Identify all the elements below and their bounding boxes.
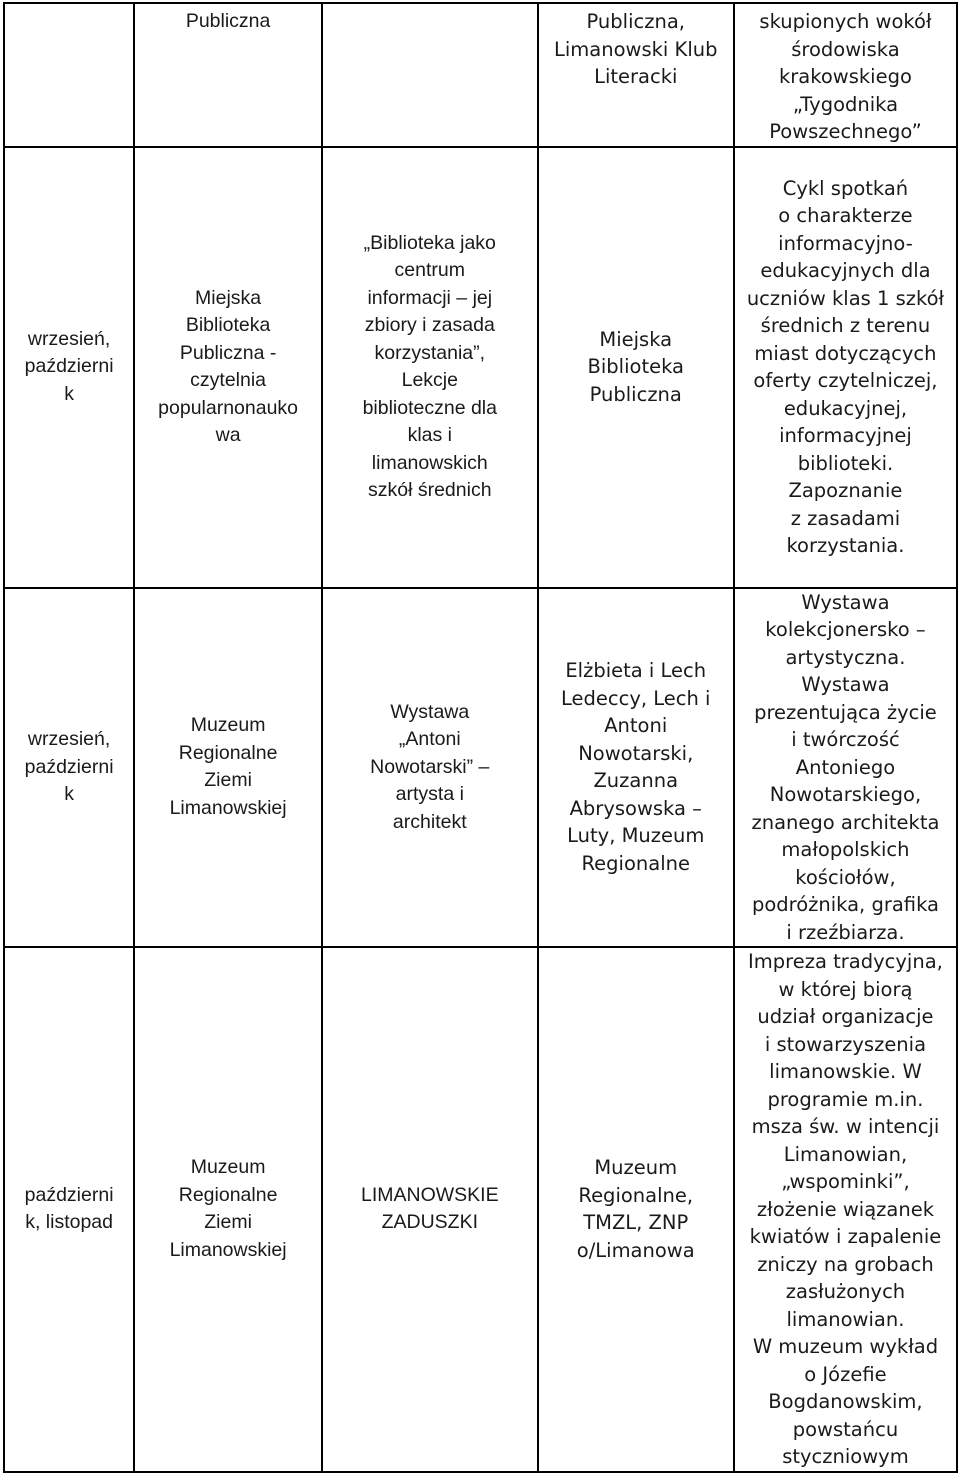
date-cell <box>4 588 134 948</box>
partners-cell <box>538 947 734 1472</box>
partners-text: Miejska Biblioteka Publiczna <box>587 327 684 406</box>
events-table <box>3 2 958 1473</box>
description-text: skupionych wokół środowiska krakowskiego „Tygodnika Powszechnego” <box>759 10 932 143</box>
date-cell <box>4 947 134 1472</box>
table-row <box>4 947 957 1472</box>
partners-cell <box>538 3 734 147</box>
event-cell <box>322 947 538 1472</box>
date-text: wrzesień, październi k <box>24 728 114 805</box>
table-row <box>4 3 957 147</box>
organizer-text: Publiczna <box>185 10 271 32</box>
table-row <box>4 147 957 588</box>
date-cell <box>4 3 134 147</box>
description-text: Impreza tradycyjna, w której biorą udział organizacje i stowarzyszenia limanowskie. W programie m.in. msza św. w intencji Limanowian, „wspominki”, złożenie wiązanek kwiatów i zapalenie zniczy na grobach zasłużonych limanowian. W muzeum wykład o Józefie Bogdanowskim, powstańcu styczniowym <box>748 950 943 1468</box>
event-cell <box>322 147 538 588</box>
description-cell <box>734 3 957 147</box>
date-cell <box>4 147 134 588</box>
event-text: LIMANOWSKIE ZADUSZKI <box>360 1183 499 1234</box>
partners-cell <box>538 588 734 948</box>
partners-text: Publiczna, Limanowski Klub Literacki <box>554 10 718 88</box>
description-cell <box>734 588 957 948</box>
organizer-text: Muzeum Regionalne Ziemi Limanowskiej <box>169 714 287 819</box>
description-text: Cykl spotkań o charakterze informacyjno- edukacyjnych dla uczniów klas 1 szkół średnich z terenu miast dotyczących oferty czytelniczej, edukacyjnej, informacyjnej biblioteki. Zapoznanie z zasadami korzystania. <box>746 176 945 557</box>
event-cell <box>322 588 538 948</box>
organizer-cell <box>134 947 322 1472</box>
organizer-text: Miejska Biblioteka Publiczna - czytelnia popularnonauko wa <box>158 286 299 446</box>
event-cell <box>322 3 538 147</box>
event-text: Wystawa „Antoni Nowotarski” – artysta i architekt <box>370 700 490 833</box>
partners-text: Muzeum Regionalne, TMZL, ZNP o/Limanowa <box>576 1156 695 1262</box>
partners-text: Elżbieta i Lech Ledeccy, Lech i Antoni Nowotarski, Zuzanna Abrysowska – Luty, Muzeum Regionalne <box>560 659 711 875</box>
description-text: Wystawa kolekcjonersko – artystyczna. Wystawa prezentująca życie i twórczość Antoniego Nowotarskiego, znanego architekta małopolskich kościołów, podróżnika, grafika i rzeźbiarza. <box>751 590 940 944</box>
organizer-cell <box>134 147 322 588</box>
date-text: październi k, listopad <box>24 1183 114 1234</box>
organizer-cell <box>134 588 322 948</box>
table-row <box>4 588 957 948</box>
event-text: „Biblioteka jako centrum informacji – jej zbiory i zasada korzystania”, Lekcje biblioteczne dla klas i limanowskich szkół średnich <box>362 231 497 501</box>
date-text: wrzesień, październi k <box>24 327 114 405</box>
description-cell <box>734 947 957 1472</box>
partners-cell <box>538 147 734 588</box>
organizer-cell <box>134 3 322 147</box>
organizer-text: Muzeum Regionalne Ziemi Limanowskiej <box>169 1156 287 1261</box>
description-cell <box>734 147 957 588</box>
